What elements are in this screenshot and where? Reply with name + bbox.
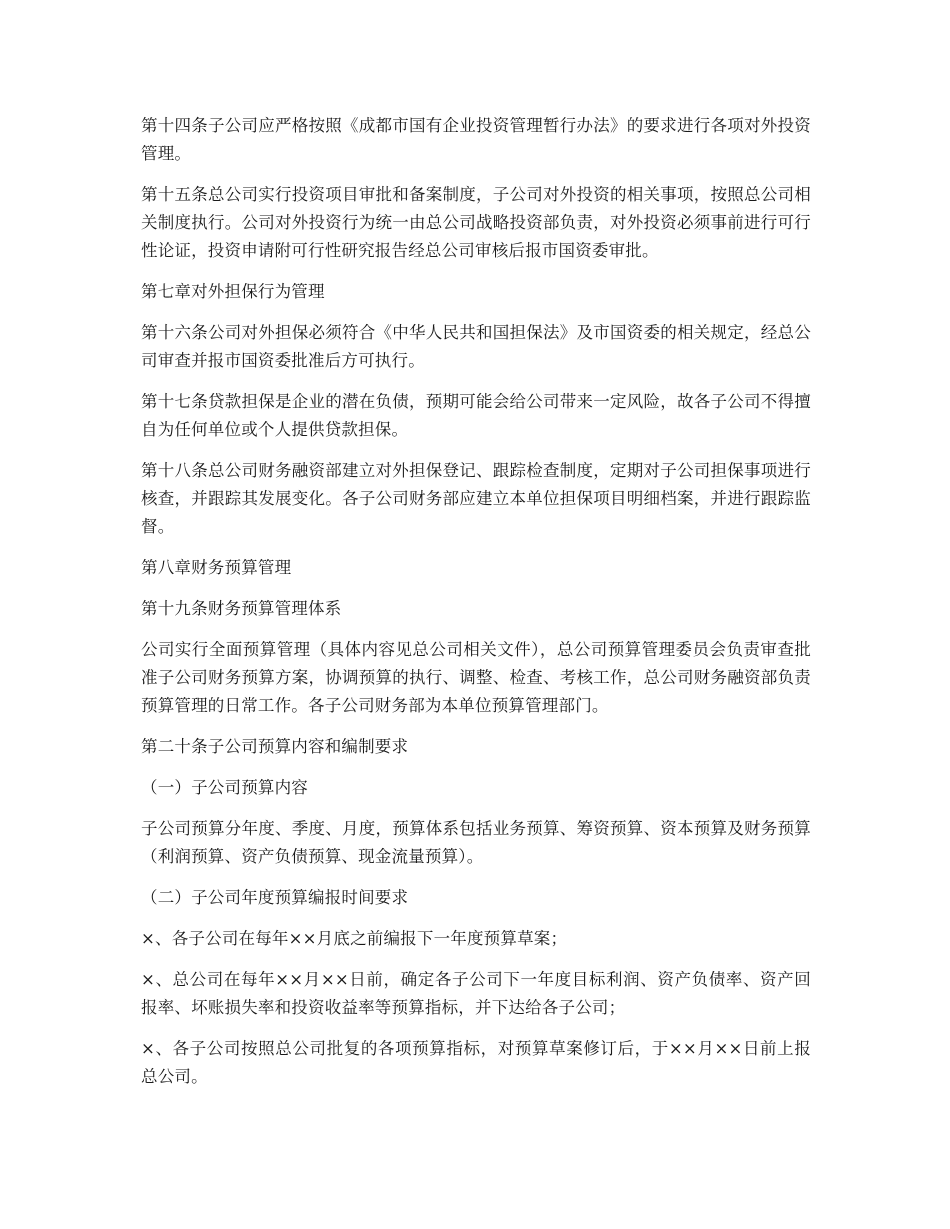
article-20-heading: 第二十条子公司预算内容和编制要求 [141,737,409,756]
section-2-heading: （二）子公司年度预算编报时间要求 [141,888,409,907]
article-19-body: 公司实行全面预算管理（具体内容见总公司相关文件），总公司预算管理委员会负责审查批准子公司财务预算方案，协调预算的执行、调整、检查、考核工作，总公司财务融资部负责预算管理的日常工作。各子公司财务部为本单位预算管理部门。 [141,640,811,715]
section-1-heading: （一）子公司预算内容 [141,778,308,797]
article-15: 第十五条总公司实行投资项目审批和备案制度，子公司对外投资的相关事项，按照总公司相关制度执行。公司对外投资行为统一由总公司战略投资部负责，对外投资必须事前进行可行性论证，投资申请附可行性研究报告经总公司审核后报市国资委审批。 [141,185,811,260]
article-18: 第十八条总公司财务融资部建立对外担保登记、跟踪检查制度，定期对子公司担保事项进行核查，并跟踪其发展变化。各子公司财务部应建立本单位担保项目明细档案，并进行跟踪监督。 [141,461,811,536]
article-19-heading: 第十九条财务预算管理体系 [141,599,342,618]
article-16: 第十六条公司对外担保必须符合《中华人民共和国担保法》及市国资委的相关规定，经总公司审查并报市国资委批准后方可执行。 [141,323,811,370]
chapter-8-heading: 第八章财务预算管理 [141,558,292,577]
document-body [141,112,811,1104]
chapter-7-heading: 第七章对外担保行为管理 [141,282,325,301]
article-14: 第十四条子公司应严格按照《成都市国有企业投资管理暂行办法》的要求进行各项对外投资管理。 [141,116,811,163]
list-item: ×、各子公司在每年××月底之前编报下一年度预算草案； [141,929,568,948]
list-item: ×、各子公司按照总公司批复的各项预算指标，对预算草案修订后，于××月××日前上报总公司。 [141,1039,811,1086]
list-item: ×、总公司在每年××月××日前，确定各子公司下一年度目标利润、资产负债率、资产回报率、坏账损失率和投资收益率等预算指标，并下达给各子公司； [141,970,811,1017]
article-17: 第十七条贷款担保是企业的潜在负债，预期可能会给公司带来一定风险，故各子公司不得擅自为任何单位或个人提供贷款担保。 [141,392,811,439]
section-1-body: 子公司预算分年度、季度、月度，预算体系包括业务预算、筹资预算、资本预算及财务预算（利润预算、资产负债预算、现金流量预算）。 [141,819,811,866]
